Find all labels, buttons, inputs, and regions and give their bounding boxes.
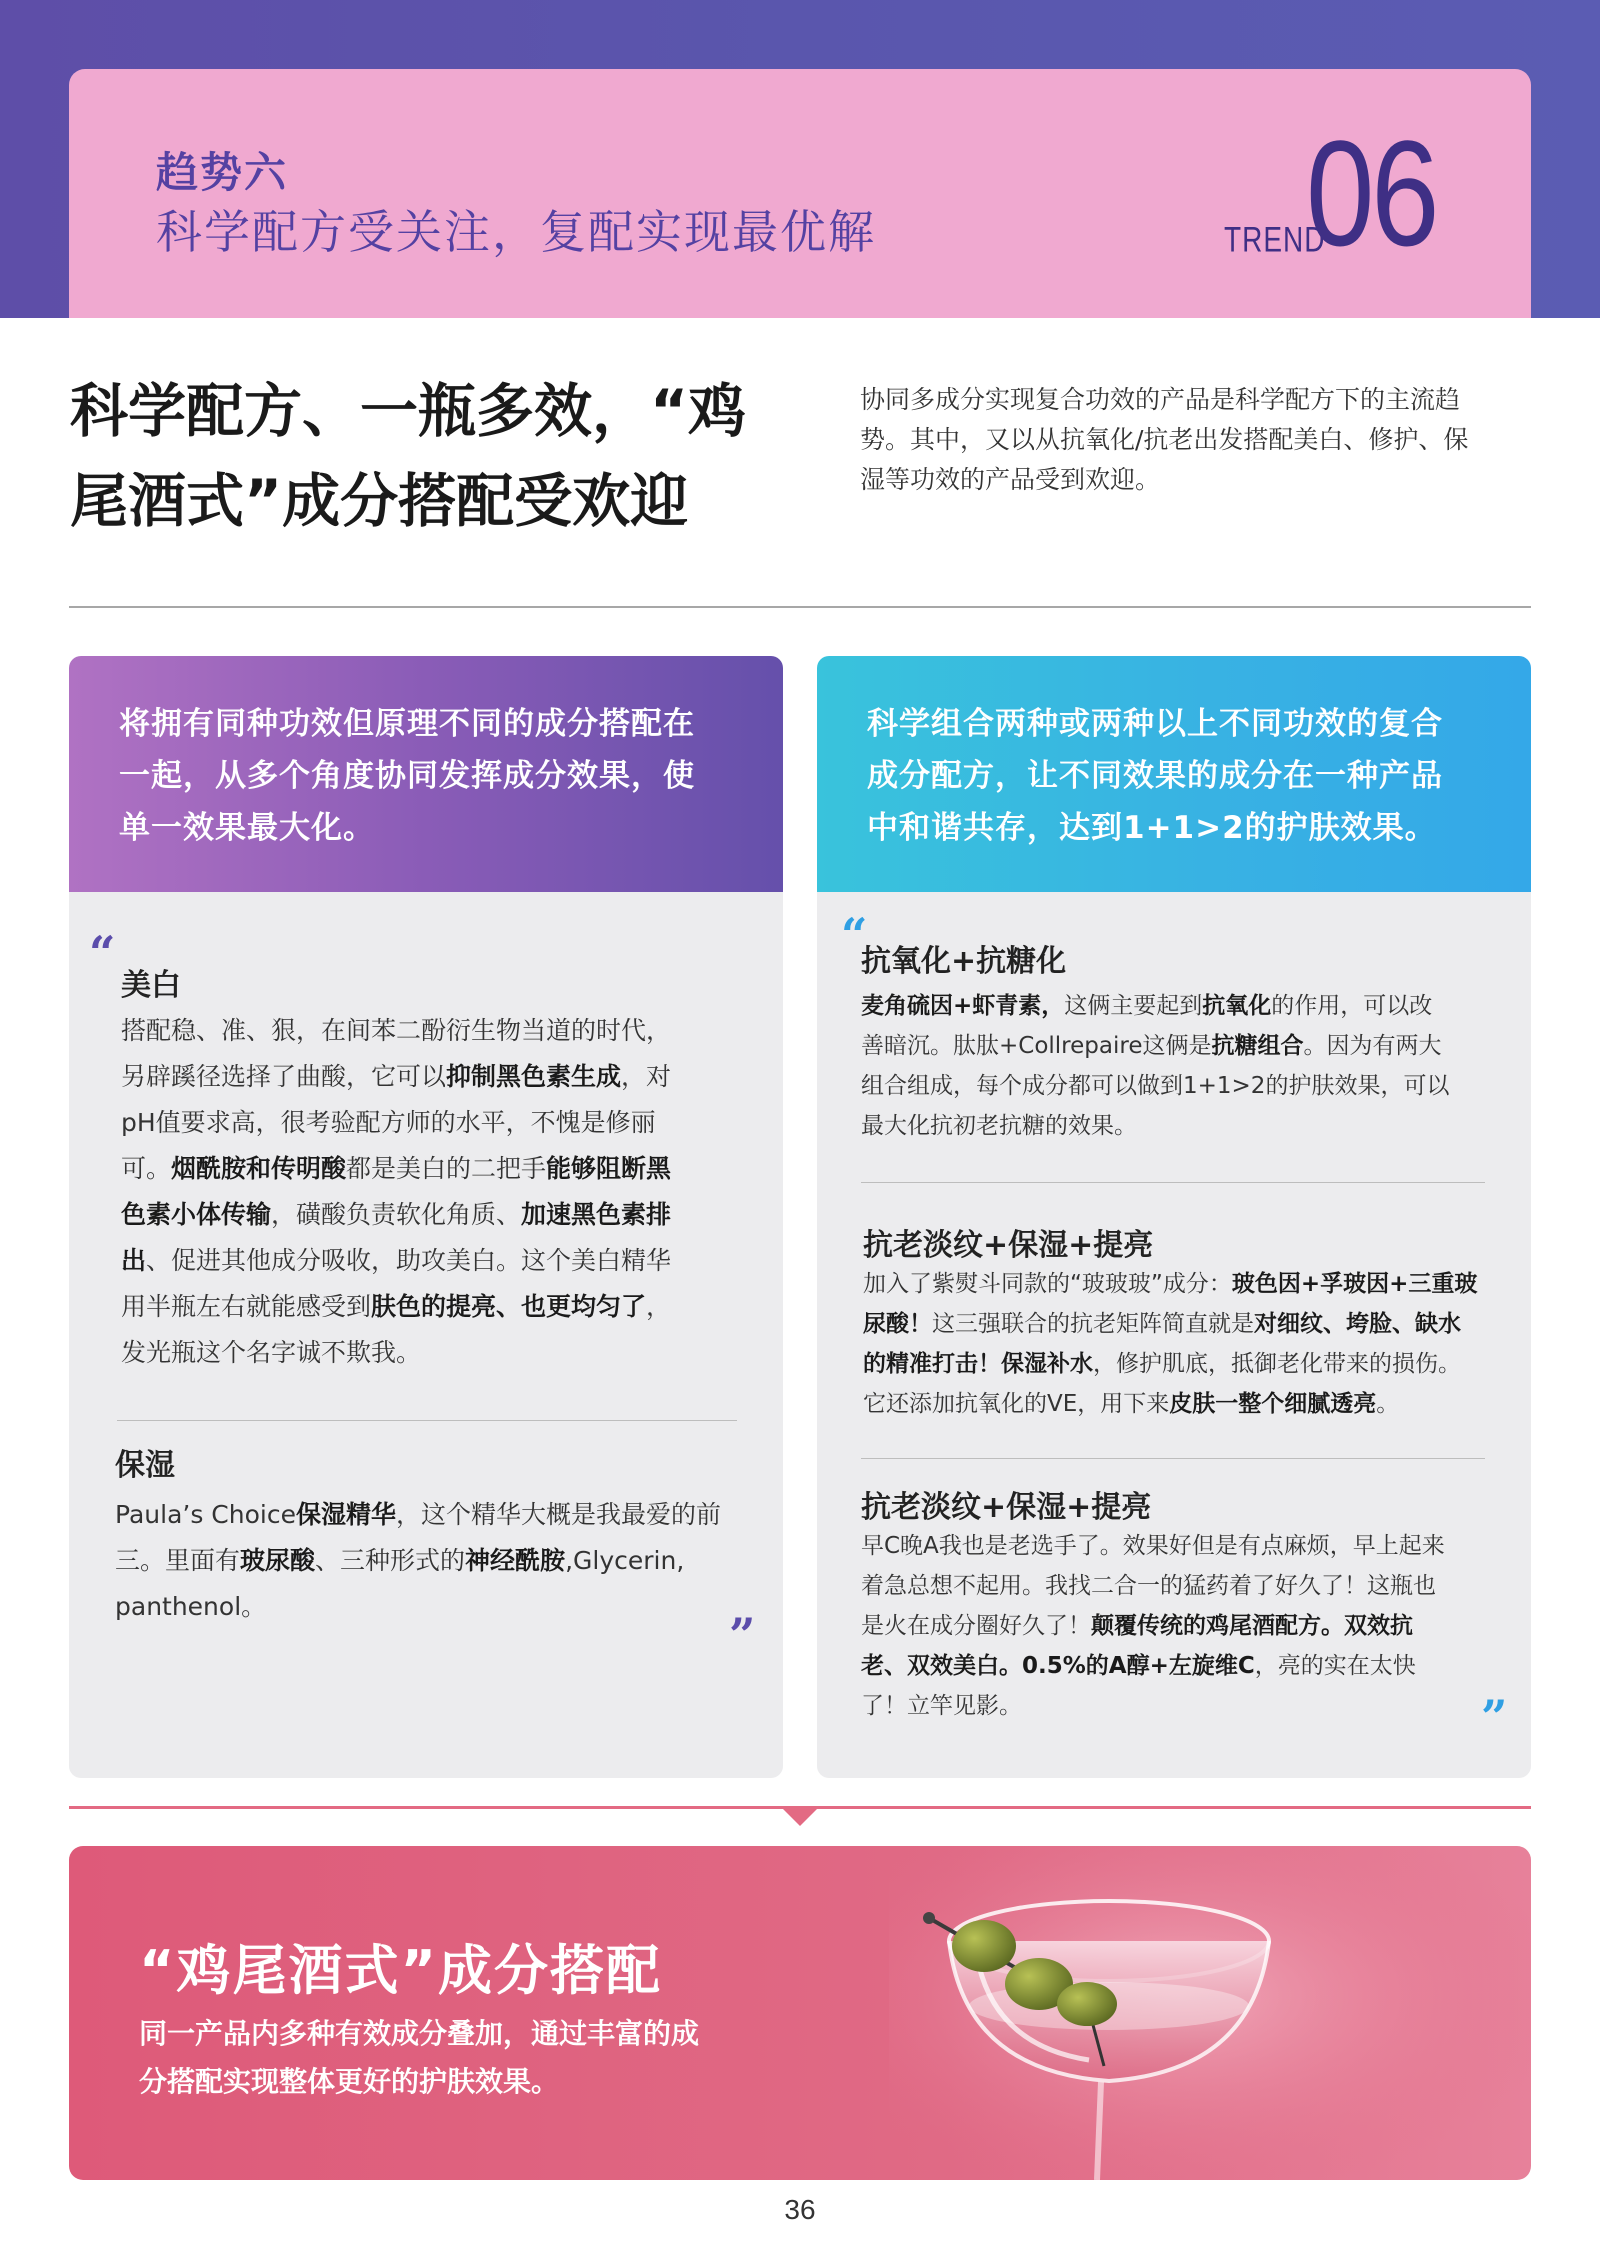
text-bold: 抗氧化: [1202, 993, 1272, 1019]
section-text-antiaging-2: [861, 1526, 1511, 1726]
text-bold: 玻色因+孚玻因+三重玻: [1231, 1271, 1478, 1297]
text-run: ，对: [621, 1062, 672, 1091]
trend-number: 06: [1306, 109, 1437, 277]
text-run: 它还添加抗氧化的VE，用下来: [863, 1391, 1170, 1417]
section-title-whitening: 美白: [121, 968, 181, 1003]
close-quote-icon: ”: [1481, 1690, 1508, 1744]
intro-paragraph: [860, 380, 1532, 500]
left-column-body: [69, 892, 783, 1778]
text-line: [115, 1492, 765, 1538]
left-head-line: 一起，从多个角度协同发挥成分效果，使: [119, 758, 695, 794]
section-title-antiaging-1: 抗老淡纹+保湿+提亮: [863, 1228, 1154, 1263]
section-divider: [117, 1420, 737, 1421]
text-bold: 神经酰胺: [465, 1546, 566, 1575]
text-run: 。因为有两大: [1303, 1033, 1442, 1059]
section-text-antioxidation: [861, 986, 1511, 1146]
right-column-body: [817, 892, 1531, 1778]
text-line: [121, 1238, 761, 1284]
text-line: 着急总想不起用。我找二合一的猛药着了好久了！这瓶也: [861, 1573, 1436, 1599]
cocktail-title: “鸡尾酒式”成分搭配: [139, 1939, 662, 2002]
text-run: 、促进其他成分吸收，助攻美白。这个美白精华: [146, 1246, 672, 1275]
page-number: 36: [784, 2194, 816, 2225]
text-run: 这俩主要起到: [1064, 993, 1203, 1019]
text-line: [863, 1384, 1513, 1424]
text-line: [121, 1192, 761, 1238]
section-title-antiaging-2: 抗老淡纹+保湿+提亮: [861, 1490, 1152, 1525]
section-text-hydration: [115, 1492, 765, 1630]
text-run: 用半瓶左右就能感受到: [121, 1292, 372, 1321]
section-divider: [861, 1182, 1485, 1183]
text-bold: 烟酰胺和传明酸: [171, 1154, 347, 1183]
text-run: ，修护肌底，抵御老化带来的损伤。: [1093, 1351, 1461, 1377]
section-title-hydration: 保湿: [115, 1448, 175, 1483]
cocktail-summary-card: [69, 1846, 1531, 2180]
text-line: [863, 1344, 1513, 1384]
text-bold: 玻尿酸: [240, 1546, 316, 1575]
trend-label: TREND: [1224, 220, 1326, 259]
text-line: [861, 1606, 1511, 1646]
cocktail-description: [139, 2010, 779, 2106]
text-line: [121, 1284, 761, 1330]
text-bold: 肤色的提亮、也更均匀了: [371, 1292, 647, 1321]
text-run: 是火在成分圈好久了！: [861, 1613, 1091, 1639]
text-run: ，磺酸负责软化角质、: [271, 1200, 522, 1229]
text-run: ，亮的实在太快: [1254, 1653, 1416, 1679]
text-line: pH值要求高，很考验配方师的水平，不愧是修丽: [121, 1108, 656, 1137]
text-run: 都是美白的二把手: [346, 1154, 547, 1183]
text-line: 了！立竿见影。: [861, 1693, 1022, 1719]
open-quote-icon: “: [841, 908, 868, 962]
text-line: [861, 1026, 1511, 1066]
text-bold: 抗糖组合: [1211, 1033, 1304, 1059]
text-run: 的作用，可以改: [1271, 993, 1433, 1019]
text-run: 可。: [121, 1154, 172, 1183]
text-line: [121, 1054, 761, 1100]
intro-line: 协同多成分实现复合功效的产品是科学配方下的主流趋: [860, 385, 1461, 414]
text-line: [863, 1304, 1513, 1344]
right-column-header: [817, 656, 1531, 892]
section-text-whitening: [121, 1008, 761, 1376]
text-line: [863, 1264, 1513, 1304]
headline-line-1: 科学配方、一瓶多效，“鸡: [70, 377, 747, 445]
right-head-line: 科学组合两种或两种以上不同功效的复合: [867, 706, 1443, 742]
text-line: 最大化抗初老抗糖的效果。: [861, 1113, 1137, 1139]
text-run: 、三种形式的: [315, 1546, 466, 1575]
top-divider: [69, 606, 1531, 608]
headline-line-2: 尾酒式”成分搭配受欢迎: [70, 467, 689, 535]
text-bold: 能够阻断黑: [546, 1154, 672, 1183]
text-bold: 皮肤一整个细腻透亮: [1169, 1391, 1377, 1417]
intro-line: 湿等功效的产品受到欢迎。: [860, 465, 1161, 494]
text-run: 。: [1376, 1391, 1400, 1417]
text-run: 三。里面有: [115, 1546, 241, 1575]
text-run: ,Glycerin,: [565, 1546, 685, 1575]
text-bold: 的精准打击！保湿补水: [863, 1351, 1093, 1377]
text-line: [121, 1146, 761, 1192]
left-head-line: 单一效果最大化。: [119, 810, 375, 846]
cocktail-glass-image: [889, 1846, 1531, 2180]
intro-line: 势。其中，又以从抗氧化/抗老出发搭配美白、修护、保: [860, 425, 1469, 454]
text-run: ，: [646, 1292, 672, 1321]
text-bold: 加速黑色素排: [521, 1200, 672, 1229]
text-bold: 保湿精华: [295, 1500, 396, 1529]
text-bold: 色素小体传输: [121, 1200, 272, 1229]
text-bold: 麦角硫因+虾青素，: [861, 993, 1065, 1019]
text-run: Paula’s Choice: [115, 1500, 296, 1529]
divider-pointer-icon: [782, 1808, 818, 1826]
trend-kicker: 趋势六: [156, 148, 289, 197]
section-text-antiaging-1: [863, 1264, 1513, 1424]
right-head-line: 成分配方，让不同效果的成分在一种产品: [867, 758, 1443, 794]
text-line: 组合组成，每个成分都可以做到1+1>2的护肤效果，可以: [861, 1073, 1450, 1099]
left-column-header: [69, 656, 783, 892]
left-head-line: 将拥有同种功效但原理不同的成分搭配在: [119, 706, 695, 742]
text-line: [861, 1646, 1511, 1686]
text-line: [861, 986, 1511, 1026]
text-bold: 抑制黑色素生成: [446, 1062, 622, 1091]
right-head-line: 中和谐共存，达到1+1>2的护肤效果。: [867, 810, 1437, 846]
text-bold: 颠覆传统的鸡尾酒配方。双效抗: [1091, 1613, 1413, 1639]
text-run: 另辟蹊径选择了曲酸，它可以: [121, 1062, 447, 1091]
text-line: panthenol。: [115, 1592, 267, 1621]
text-line: 搭配稳、准、狠，在间苯二酚衍生物当道的时代，: [121, 1016, 672, 1045]
trend-title: 科学配方受关注，复配实现最优解: [156, 205, 876, 259]
text-run: 加入了紫熨斗同款的“玻玻玻”成分：: [863, 1271, 1232, 1297]
section-title-antioxidation: 抗氧化+抗糖化: [861, 944, 1067, 979]
text-line: 同一产品内多种有效成分叠加，通过丰富的成: [139, 2017, 700, 2050]
text-bold: 对细纹、垮脸、缺水: [1254, 1311, 1461, 1337]
text-bold: 老、双效美白。0.5%的A醇+左旋维C: [861, 1653, 1255, 1679]
text-line: [115, 1538, 765, 1584]
text-line: 分搭配实现整体更好的护肤效果。: [139, 2065, 560, 2098]
text-line: 发光瓶这个名字诚不欺我。: [121, 1338, 422, 1367]
section-divider: [861, 1458, 1485, 1459]
text-run: 这三强联合的抗老矩阵简直就是: [932, 1311, 1254, 1337]
text-bold: 出: [121, 1246, 147, 1275]
text-line: 早C晚A我也是老选手了。效果好但是有点麻烦，早上起来: [861, 1533, 1445, 1559]
text-bold: 尿酸！: [863, 1311, 932, 1337]
text-run: 善暗沉。肽肽+Collrepaire这俩是: [861, 1033, 1212, 1059]
page-headline: [70, 366, 810, 546]
text-run: ，这个精华大概是我最爱的前: [396, 1500, 722, 1529]
close-quote-icon: ”: [729, 1608, 756, 1662]
open-quote-icon: “: [89, 926, 116, 980]
